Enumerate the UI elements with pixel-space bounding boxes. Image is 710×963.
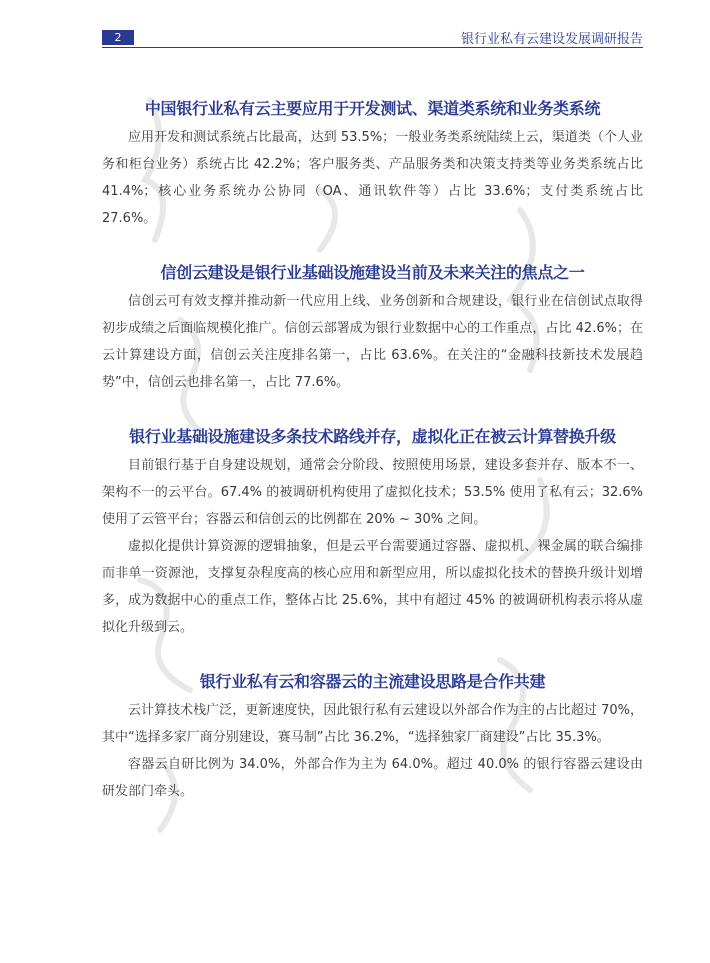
section-app-usage bbox=[102, 98, 643, 232]
section-tech-routes bbox=[102, 426, 643, 641]
section-title: 银行业私有云和容器云的主流建设思路是合作共建 bbox=[199, 672, 546, 691]
paragraph: 应用开发和测试系统占比最高，达到 53.5%；一般业务类系统陆续上云，渠道类（个人业务和柜台业务）系统占比 42.2%；客户服务类、产品服务类和决策支持类等业务类系统占比 41.4%；核心业务系统办公协同（OA、通讯软件等）占比 33.6%；支付类系统占比 27.6%。 bbox=[102, 130, 643, 226]
page-number: 2 bbox=[102, 30, 134, 45]
paragraph: 容器云自研比例为 34.0%，外部合作为主为 64.0%。超过 40.0% 的银行容器云建设由研发部门牵头。 bbox=[102, 757, 643, 799]
section-title: 信创云建设是银行业基础设施建设当前及未来关注的焦点之一 bbox=[160, 263, 585, 282]
section-cooperation bbox=[102, 671, 643, 805]
paragraph: 虚拟化提供计算资源的逻辑抽象，但是云平台需要通过容器、虚拟机、裸金属的联合编排而非单一资源池，支撑复杂程度高的核心应用和新型应用，所以虚拟化技术的替换升级计划增多，成为数据中心的重点工作，整体占比 25.6%，其中有超过 45% 的被调研机构表示将从虚拟化升级到云。 bbox=[102, 539, 643, 635]
header-divider bbox=[102, 47, 643, 48]
paragraph: 云计算技术栈广泛，更新速度快，因此银行私有云建设以外部合作为主的占比超过 70%，其中“选择多家厂商分别建设，赛马制”占比 36.2%，“选择独家厂商建设”占比 35.3%。 bbox=[102, 703, 643, 745]
main-content bbox=[102, 98, 643, 835]
section-title: 银行业基础设施建设多条技术路线并存，虚拟化正在被云计算替换升级 bbox=[129, 427, 616, 446]
report-title: 银行业私有云建设发展调研报告 bbox=[460, 32, 643, 47]
paragraph: 目前银行基于自身建设规划，通常会分阶段、按照使用场景，建设多套并存、版本不一、架构不一的云平台。67.4% 的被调研机构使用了虚拟化技术；53.5% 使用了私有云；32.6% 使用了云管平台；容器云和信创云的比例都在 20% ~ 30% 之间。 bbox=[102, 458, 643, 527]
section-xinchuang-cloud bbox=[102, 262, 643, 396]
page-header bbox=[102, 26, 643, 48]
paragraph: 信创云可有效支撑并推动新一代应用上线、业务创新和合规建设，银行业在信创试点取得初步成绩之后面临规模化推广。信创云部署成为银行业数据中心的工作重点，占比 42.6%；在云计算建设方面，信创云关注度排名第一，占比 63.6%。在关注的“金融科技新技术发展趋势”中，信创云也排名第一，占比 77.6%。 bbox=[102, 294, 643, 390]
section-title: 中国银行业私有云主要应用于开发测试、渠道类系统和业务类系统 bbox=[144, 99, 601, 118]
